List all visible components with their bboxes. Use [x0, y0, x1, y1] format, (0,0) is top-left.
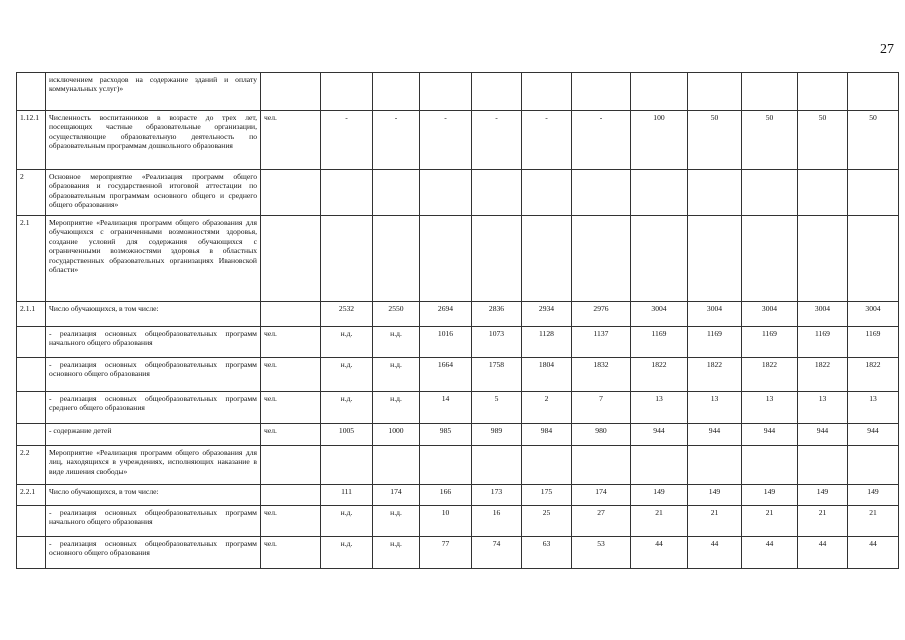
row-value-cell: 2934: [522, 302, 572, 327]
row-value-cell: 3004: [742, 302, 798, 327]
row-value-cell: 149: [742, 485, 798, 506]
row-value-cell: [798, 73, 848, 111]
row-value-cell: 2976: [572, 302, 631, 327]
row-value-cell: [522, 216, 572, 302]
row-value-cell: 149: [798, 485, 848, 506]
row-value-cell: н.д.: [321, 506, 373, 537]
row-unit-cell: чел.: [261, 506, 321, 537]
row-value-cell: 50: [798, 111, 848, 170]
row-description-cell: Мероприятие «Реализация программ общего образования для лиц, находящихся в учреждениях, исполняющих наказание в виде лишения свободы»: [46, 446, 261, 485]
row-value-cell: [798, 216, 848, 302]
row-value-cell: [373, 73, 420, 111]
row-value-cell: [572, 216, 631, 302]
row-value-cell: [688, 170, 742, 216]
row-code-cell: [17, 537, 46, 569]
row-code-cell: 2: [17, 170, 46, 216]
row-value-cell: [742, 216, 798, 302]
row-value-cell: 175: [522, 485, 572, 506]
row-value-cell: [373, 170, 420, 216]
row-unit-cell: чел.: [261, 111, 321, 170]
row-value-cell: [373, 446, 420, 485]
row-value-cell: [798, 446, 848, 485]
row-value-cell: 1822: [848, 358, 899, 392]
row-unit-cell: чел.: [261, 424, 321, 446]
row-value-cell: 3004: [848, 302, 899, 327]
row-value-cell: -: [472, 111, 522, 170]
row-value-cell: [522, 170, 572, 216]
table-row: [17, 485, 899, 506]
row-value-cell: [742, 446, 798, 485]
row-value-cell: [420, 73, 472, 111]
table-row: [17, 506, 899, 537]
row-value-cell: [631, 446, 688, 485]
row-value-cell: 13: [742, 392, 798, 424]
row-description-cell: Численность воспитанников в возрасте до трех лет, посещающих частные образовательные организации, осуществляющие образовательную деятельность по образовательным программам дошкольного образования: [46, 111, 261, 170]
row-code-cell: [17, 73, 46, 111]
row-description-cell: - реализация основных общеобразовательных программ начального общего образования: [46, 327, 261, 358]
row-value-cell: [321, 170, 373, 216]
row-value-cell: 1073: [472, 327, 522, 358]
indicators-table: [16, 72, 899, 569]
row-value-cell: [848, 170, 899, 216]
row-value-cell: 50: [688, 111, 742, 170]
row-value-cell: [321, 73, 373, 111]
row-value-cell: 2532: [321, 302, 373, 327]
row-value-cell: н.д.: [373, 506, 420, 537]
row-value-cell: [321, 216, 373, 302]
row-value-cell: 980: [572, 424, 631, 446]
row-value-cell: 44: [798, 537, 848, 569]
row-value-cell: 53: [572, 537, 631, 569]
row-value-cell: 13: [798, 392, 848, 424]
row-value-cell: [420, 170, 472, 216]
row-description-cell: Основное мероприятие «Реализация программ общего образования и государственной итоговой аттестации по образовательным программам основного общего и среднего общего образования»: [46, 170, 261, 216]
table-row: [17, 446, 899, 485]
row-value-cell: [321, 446, 373, 485]
row-value-cell: [631, 170, 688, 216]
row-value-cell: н.д.: [321, 358, 373, 392]
row-value-cell: 100: [631, 111, 688, 170]
row-value-cell: 1128: [522, 327, 572, 358]
row-value-cell: [848, 73, 899, 111]
row-value-cell: 44: [742, 537, 798, 569]
row-value-cell: 1169: [688, 327, 742, 358]
row-code-cell: [17, 358, 46, 392]
row-value-cell: [688, 446, 742, 485]
row-value-cell: 1169: [742, 327, 798, 358]
page-number: 27: [880, 42, 894, 57]
row-value-cell: 1822: [631, 358, 688, 392]
row-value-cell: 3004: [688, 302, 742, 327]
row-code-cell: [17, 506, 46, 537]
row-value-cell: 13: [848, 392, 899, 424]
row-value-cell: [848, 446, 899, 485]
row-value-cell: 1169: [631, 327, 688, 358]
row-value-cell: 25: [522, 506, 572, 537]
row-value-cell: 944: [631, 424, 688, 446]
row-value-cell: [688, 73, 742, 111]
table-row: [17, 424, 899, 446]
row-value-cell: н.д.: [321, 537, 373, 569]
row-value-cell: 3004: [631, 302, 688, 327]
row-value-cell: [631, 73, 688, 111]
row-code-cell: [17, 327, 46, 358]
table-row: [17, 170, 899, 216]
row-value-cell: 149: [631, 485, 688, 506]
table-row: [17, 302, 899, 327]
row-value-cell: [373, 216, 420, 302]
row-value-cell: 21: [742, 506, 798, 537]
row-unit-cell: [261, 216, 321, 302]
row-description-cell: - реализация основных общеобразовательных программ среднего общего образования: [46, 392, 261, 424]
row-value-cell: 44: [631, 537, 688, 569]
row-value-cell: -: [522, 111, 572, 170]
row-value-cell: 44: [848, 537, 899, 569]
row-value-cell: 989: [472, 424, 522, 446]
row-description-cell: Число обучающихся, в том числе:: [46, 485, 261, 506]
row-value-cell: 50: [848, 111, 899, 170]
table-row: [17, 216, 899, 302]
row-value-cell: 13: [688, 392, 742, 424]
row-value-cell: 21: [798, 506, 848, 537]
row-value-cell: 149: [848, 485, 899, 506]
row-value-cell: [472, 73, 522, 111]
row-code-cell: 2.2.1: [17, 485, 46, 506]
row-value-cell: н.д.: [373, 327, 420, 358]
row-value-cell: 2: [522, 392, 572, 424]
row-value-cell: 5: [472, 392, 522, 424]
row-value-cell: -: [420, 111, 472, 170]
row-value-cell: 174: [572, 485, 631, 506]
row-unit-cell: [261, 446, 321, 485]
row-value-cell: 1664: [420, 358, 472, 392]
row-unit-cell: [261, 302, 321, 327]
row-code-cell: 1.12.1: [17, 111, 46, 170]
row-value-cell: 1822: [742, 358, 798, 392]
row-value-cell: [798, 170, 848, 216]
row-unit-cell: [261, 73, 321, 111]
table-row: [17, 111, 899, 170]
row-value-cell: 63: [522, 537, 572, 569]
row-value-cell: н.д.: [373, 392, 420, 424]
row-value-cell: [420, 216, 472, 302]
row-value-cell: 21: [848, 506, 899, 537]
row-value-cell: 1822: [688, 358, 742, 392]
row-value-cell: 1832: [572, 358, 631, 392]
row-value-cell: [742, 73, 798, 111]
row-code-cell: 2.1: [17, 216, 46, 302]
row-value-cell: [420, 446, 472, 485]
row-code-cell: [17, 392, 46, 424]
row-value-cell: н.д.: [321, 327, 373, 358]
row-description-cell: Мероприятие «Реализация программ общего образования для обучающихся с ограниченными возможностями здоровья, создание условий для содержания обучающихся с ограниченными возможностями здоровья в областных государственных образовательных организациях Ивановской области»: [46, 216, 261, 302]
row-value-cell: [522, 446, 572, 485]
row-description-cell: - реализация основных общеобразовательных программ основного общего образования: [46, 358, 261, 392]
row-value-cell: 1758: [472, 358, 522, 392]
row-value-cell: 111: [321, 485, 373, 506]
row-value-cell: [472, 446, 522, 485]
row-code-cell: 2.2: [17, 446, 46, 485]
table-row: [17, 537, 899, 569]
row-value-cell: -: [572, 111, 631, 170]
row-value-cell: н.д.: [373, 537, 420, 569]
row-value-cell: [572, 170, 631, 216]
row-value-cell: 2550: [373, 302, 420, 327]
table-row: [17, 358, 899, 392]
table-row: [17, 327, 899, 358]
row-value-cell: 1000: [373, 424, 420, 446]
row-description-cell: исключением расходов на содержание зданий и оплату коммунальных услуг)»: [46, 73, 261, 111]
table-row: [17, 73, 899, 111]
row-value-cell: 1169: [798, 327, 848, 358]
row-unit-cell: чел.: [261, 327, 321, 358]
row-value-cell: 2836: [472, 302, 522, 327]
row-unit-cell: чел.: [261, 537, 321, 569]
row-value-cell: -: [321, 111, 373, 170]
row-value-cell: 149: [688, 485, 742, 506]
row-value-cell: 173: [472, 485, 522, 506]
row-value-cell: 77: [420, 537, 472, 569]
row-value-cell: 21: [631, 506, 688, 537]
row-value-cell: 27: [572, 506, 631, 537]
row-description-cell: - реализация основных общеобразовательных программ основного общего образования: [46, 537, 261, 569]
row-value-cell: 44: [688, 537, 742, 569]
row-unit-cell: [261, 485, 321, 506]
row-value-cell: 166: [420, 485, 472, 506]
row-unit-cell: [261, 170, 321, 216]
row-description-cell: Число обучающихся, в том числе:: [46, 302, 261, 327]
row-value-cell: [472, 216, 522, 302]
row-value-cell: 21: [688, 506, 742, 537]
row-value-cell: 1137: [572, 327, 631, 358]
row-value-cell: -: [373, 111, 420, 170]
row-value-cell: 74: [472, 537, 522, 569]
row-value-cell: 174: [373, 485, 420, 506]
row-code-cell: 2.1.1: [17, 302, 46, 327]
row-value-cell: [522, 73, 572, 111]
row-value-cell: [631, 216, 688, 302]
row-value-cell: 3004: [798, 302, 848, 327]
row-value-cell: 944: [688, 424, 742, 446]
row-unit-cell: чел.: [261, 358, 321, 392]
row-value-cell: [572, 446, 631, 485]
row-value-cell: 50: [742, 111, 798, 170]
row-value-cell: 2694: [420, 302, 472, 327]
row-value-cell: 944: [798, 424, 848, 446]
row-unit-cell: чел.: [261, 392, 321, 424]
row-value-cell: 944: [742, 424, 798, 446]
row-value-cell: 14: [420, 392, 472, 424]
row-value-cell: 1005: [321, 424, 373, 446]
row-value-cell: 985: [420, 424, 472, 446]
row-value-cell: 1804: [522, 358, 572, 392]
row-value-cell: 1169: [848, 327, 899, 358]
row-description-cell: - реализация основных общеобразовательных программ начального общего образования: [46, 506, 261, 537]
row-code-cell: [17, 424, 46, 446]
row-value-cell: 1016: [420, 327, 472, 358]
row-value-cell: [848, 216, 899, 302]
row-value-cell: [688, 216, 742, 302]
row-value-cell: 16: [472, 506, 522, 537]
row-value-cell: 944: [848, 424, 899, 446]
row-value-cell: [472, 170, 522, 216]
row-value-cell: [572, 73, 631, 111]
row-value-cell: 13: [631, 392, 688, 424]
row-value-cell: 984: [522, 424, 572, 446]
table-row: [17, 392, 899, 424]
row-value-cell: н.д.: [373, 358, 420, 392]
row-value-cell: 1822: [798, 358, 848, 392]
row-value-cell: 10: [420, 506, 472, 537]
row-description-cell: - содержание детей: [46, 424, 261, 446]
row-value-cell: [742, 170, 798, 216]
row-value-cell: н.д.: [321, 392, 373, 424]
row-value-cell: 7: [572, 392, 631, 424]
